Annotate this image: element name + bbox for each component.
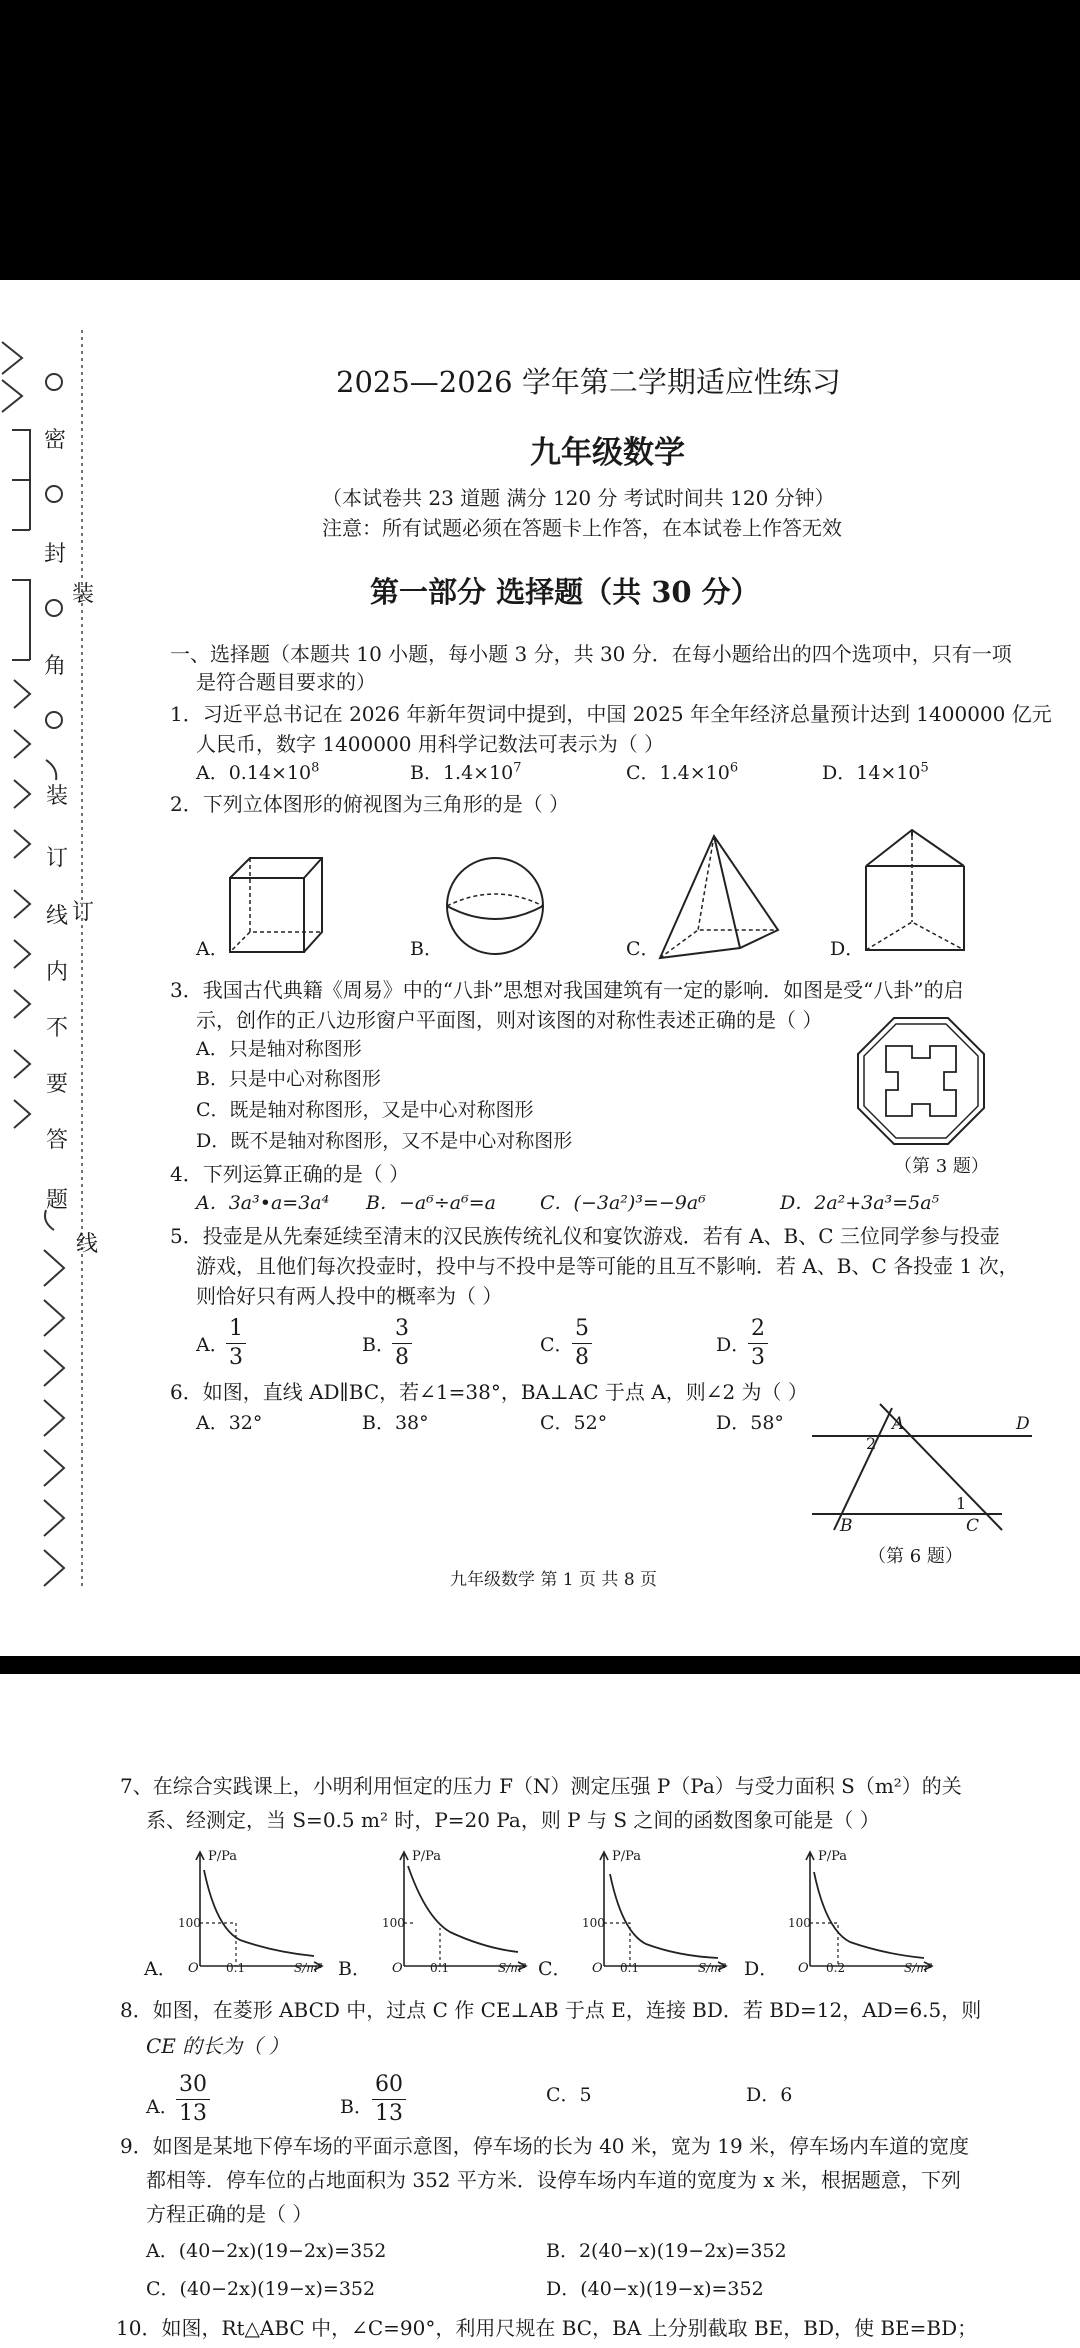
- q7-graph-a-origin: O: [188, 1961, 199, 1976]
- q2-sphere-figure: [440, 854, 550, 964]
- binding-char-feng: 封: [44, 542, 67, 567]
- q7-graph-d-label: D．: [744, 1958, 779, 1980]
- q4-option-a: A．3a³•a=3a⁴: [196, 1192, 330, 1214]
- q7-graph-d-xlabel: S/m²: [904, 1961, 933, 1975]
- q2-label-b: B．: [410, 938, 443, 960]
- q7-graph-a-xlabel: S/m²: [294, 1961, 323, 1975]
- exam-subject: 九年级数学: [530, 435, 685, 471]
- q7-graph-b-label: B．: [338, 1958, 371, 1980]
- q1-option-a: A．$0.14\times 10^8$: [196, 760, 320, 784]
- q8-line2: CE 的长为（ ）: [146, 2034, 289, 2058]
- q5-line3: 则恰好只有两人投中的概率为（ ）: [196, 1284, 503, 1308]
- q9-line3: 方程正确的是（ ）: [146, 2202, 313, 2226]
- q8-option-b-fraction: $\frac{60}{13}$: [372, 2074, 406, 2125]
- q8-option-d: D．6: [746, 2084, 793, 2106]
- q7-graph-c-xlabel: S/m²: [698, 1961, 727, 1975]
- q8-line1: 8．如图，在菱形 ABCD 中，过点 C 作 CE⊥AB 于点 E，连接 BD．若 BD=12，AD=6.5，则: [120, 1998, 982, 2022]
- q1-option-b: B．$1.4\times 10^7$: [410, 760, 522, 784]
- q7-graph-d-yvalue: 100: [788, 1916, 811, 1930]
- q8-option-c: C．5: [546, 2084, 592, 2106]
- q6-fig-label-1: 1: [956, 1494, 967, 1513]
- q2-label-d: D．: [830, 938, 865, 960]
- instructions-line2: 是符合题目要求的）: [196, 670, 376, 694]
- q7-graph-c-xvalue: 0.1: [620, 1961, 640, 1975]
- q9-option-d: D．(40−x)(19−x)=352: [546, 2278, 764, 2300]
- q9-option-b: B．2(40−x)(19−2x)=352: [546, 2240, 787, 2262]
- exam-notice: 注意：所有试题必须在答题卡上作答，在本试卷上作答无效: [322, 516, 842, 540]
- q3-line1: 3．我国古代典籍《周易》中的“八卦”思想对我国建筑有一定的影响．如图是受“八卦”的启: [170, 978, 964, 1002]
- q7-graph-a: [144, 1848, 344, 1978]
- q6-parallel-lines-figure: [812, 1400, 1032, 1530]
- binding-char-zhuang-outer: 装: [72, 582, 95, 607]
- q8-label-a: A．: [146, 2096, 179, 2118]
- binding-char-ti: 题: [46, 1188, 69, 1213]
- q1-option-d: D．$14\times 10^5$: [822, 760, 929, 784]
- q7-graph-d-origin: O: [798, 1961, 809, 1976]
- q7-graph-b-origin: O: [392, 1961, 403, 1976]
- binding-char-ding-outer: 订: [72, 900, 95, 925]
- q2-pyramid-figure: [654, 832, 784, 962]
- q7-graph-c-ylabel: P/Pa: [612, 1849, 642, 1864]
- q8-label-b: B．: [340, 2096, 373, 2118]
- q3-line2: 示，创作的正八边形窗户平面图，则对该图的对称性表述正确的是（ ）: [196, 1008, 823, 1032]
- q5-line1: 5．投壶是从先秦延续至清末的汉民族传统礼仪和宴饮游戏．若有 A、B、C 三位同学参与投壶: [170, 1224, 1000, 1248]
- q2-stem: 2．下列立体图形的俯视图为三角形的是（ ）: [170, 792, 570, 816]
- q7-graph-c-label: C．: [538, 1958, 572, 1980]
- instructions-line1: 一、选择题（本题共 10 小题，每小题 3 分，共 30 分．在每小题给出的四个选项中，只有一项: [170, 642, 1012, 666]
- q7-graph-c-yvalue: 100: [582, 1916, 605, 1930]
- q5-option-c-fraction: $\frac{5}{8}$: [572, 1318, 592, 1369]
- q5-option-a-fraction: $\frac{1}{3}$: [226, 1318, 246, 1369]
- part1-title: 第一部分 选择题（共 30 分）: [370, 575, 760, 609]
- q7-graph-a-ylabel: P/Pa: [208, 1849, 238, 1864]
- q10-line1: 10．如图，Rt△ABC 中，∠C=90°，利用尺规在 BC，BA 上分别截取 BE，BD，使 BE=BD；: [116, 2316, 978, 2340]
- q5-label-a: A．: [196, 1334, 229, 1356]
- page1-footer: 九年级数学 第 1 页 共 8 页: [450, 1570, 658, 1590]
- q7-graph-b-yvalue: 100: [382, 1916, 405, 1930]
- q5-label-b: B．: [362, 1334, 395, 1356]
- q7-line2: 系、经测定，当 S=0.5 m² 时，P=20 Pa，则 P 与 S 之间的函数图象可能是（ ）: [146, 1808, 880, 1832]
- binding-char-ding: 订: [46, 846, 69, 871]
- binding-char-mi: 密: [44, 428, 67, 453]
- q6-stem: 6．如图，直线 AD∥BC，若∠1=38°，BA⊥AC 于点 A，则∠2 为（ ）: [170, 1380, 808, 1404]
- q7-graph-d: [744, 1848, 944, 1978]
- q8-option-a-fraction: $\frac{30}{13}$: [176, 2074, 210, 2125]
- binding-char-zhuang: 装: [46, 784, 69, 809]
- q6-option-c: C．52°: [540, 1412, 608, 1434]
- q7-graph-b-xlabel: S/m²: [498, 1961, 527, 1975]
- q7-graph-a-label: A．: [144, 1958, 177, 1980]
- exam-info: （本试卷共 23 道题 满分 120 分 考试时间共 120 分钟）: [322, 486, 835, 510]
- q3-option-a: A．只是轴对称图形: [196, 1038, 362, 1060]
- q3-option-c: C．既是轴对称图形，又是中心对称图形: [196, 1099, 534, 1121]
- q9-option-a: A．(40−2x)(19−2x)=352: [146, 2240, 387, 2262]
- q3-option-b: B．只是中心对称图形: [196, 1068, 381, 1090]
- q7-graph-c-origin: O: [592, 1961, 603, 1976]
- q1-option-c: C．$1.4\times 10^6$: [626, 760, 739, 784]
- q5-label-d: D．: [716, 1334, 751, 1356]
- binding-char-da: 答: [46, 1128, 69, 1153]
- q3-option-d: D．既不是轴对称图形，又不是中心对称图形: [196, 1130, 573, 1152]
- q2-label-a: A．: [196, 938, 229, 960]
- q9-option-c: C．(40−2x)(19−x)=352: [146, 2278, 376, 2300]
- binding-char-jiao: 角: [44, 654, 67, 679]
- q7-graph-d-xvalue: 0.2: [826, 1961, 846, 1975]
- q9-line2: 都相等．停车位的占地面积为 352 平方米．设停车场内车道的宽度为 x 米，根据题意，下列: [146, 2168, 961, 2192]
- q2-label-c: C．: [626, 938, 660, 960]
- q5-option-d-fraction: $\frac{2}{3}$: [748, 1318, 768, 1369]
- q7-line1: 7、在综合实践课上，小明利用恒定的压力 F（N）测定压强 P（Pa）与受力面积 S（m²）的关: [120, 1774, 962, 1798]
- q5-option-b-fraction: $\frac{3}{8}$: [392, 1318, 412, 1369]
- q4-option-d: D．2a²+3a³=5a⁵: [780, 1192, 940, 1214]
- q4-option-c: C．(−3a²)³=−9a⁶: [540, 1192, 706, 1214]
- q6-option-d: D．58°: [716, 1412, 784, 1434]
- top-black-bar: [0, 0, 1080, 280]
- q6-fig-label-a: A: [892, 1414, 905, 1434]
- q7-graph-c: [538, 1848, 738, 1978]
- q6-option-a: A．32°: [196, 1412, 263, 1434]
- q1-line2: 人民币，数字 1400000 用科学记数法可表示为（ ）: [196, 732, 665, 756]
- q2-prism-figure: [860, 826, 970, 956]
- binding-char-nei: 内: [46, 960, 69, 985]
- q3-caption: （第 3 题）: [894, 1156, 989, 1177]
- q6-fig-label-b: B: [840, 1516, 853, 1536]
- middle-black-bar: [0, 1656, 1080, 1674]
- q5-label-c: C．: [540, 1334, 574, 1356]
- q7-graph-a-xvalue: 0.1: [226, 1961, 246, 1975]
- q6-option-b: B．38°: [362, 1412, 429, 1434]
- q5-line2: 游戏，且他们每次投壶时，投中与不投中是等可能的且互不影响．若 A、B、C 各投壶 1 次，: [196, 1254, 1019, 1278]
- q4-option-b: B．−a⁶÷a⁶=a: [366, 1192, 496, 1214]
- q9-line1: 9．如图是某地下停车场的平面示意图，停车场的长为 40 米，宽为 19 米，停车场内车道的宽度: [120, 2134, 970, 2158]
- binding-char-xian-outer: 线: [76, 1232, 99, 1257]
- q7-graph-b-xvalue: 0.1: [430, 1961, 450, 1975]
- q6-fig-label-d: D: [1016, 1414, 1030, 1434]
- q6-fig-label-2: 2: [866, 1434, 877, 1453]
- q3-octagon-window-figure: [856, 1016, 986, 1146]
- exam-title: 2025—2026 学年第二学期适应性练习: [336, 365, 841, 399]
- binding-char-xian: 线: [46, 904, 69, 929]
- q2-cube-figure: [222, 850, 322, 960]
- binding-char-bu: 不: [46, 1016, 69, 1041]
- binding-char-yao: 要: [46, 1072, 69, 1097]
- q7-graph-d-ylabel: P/Pa: [818, 1849, 848, 1864]
- q7-graph-b-ylabel: P/Pa: [412, 1849, 442, 1864]
- q6-fig-label-c: C: [966, 1516, 980, 1536]
- q4-stem: 4．下列运算正确的是（ ）: [170, 1162, 410, 1186]
- q7-graph-a-yvalue: 100: [178, 1916, 201, 1930]
- q7-graph-b: [338, 1848, 538, 1978]
- q6-caption: （第 6 题）: [868, 1546, 963, 1567]
- q1-line1: 1．习近平总书记在 2026 年新年贺词中提到，中国 2025 年全年经济总量预计达到 1400000 亿元: [170, 702, 1052, 726]
